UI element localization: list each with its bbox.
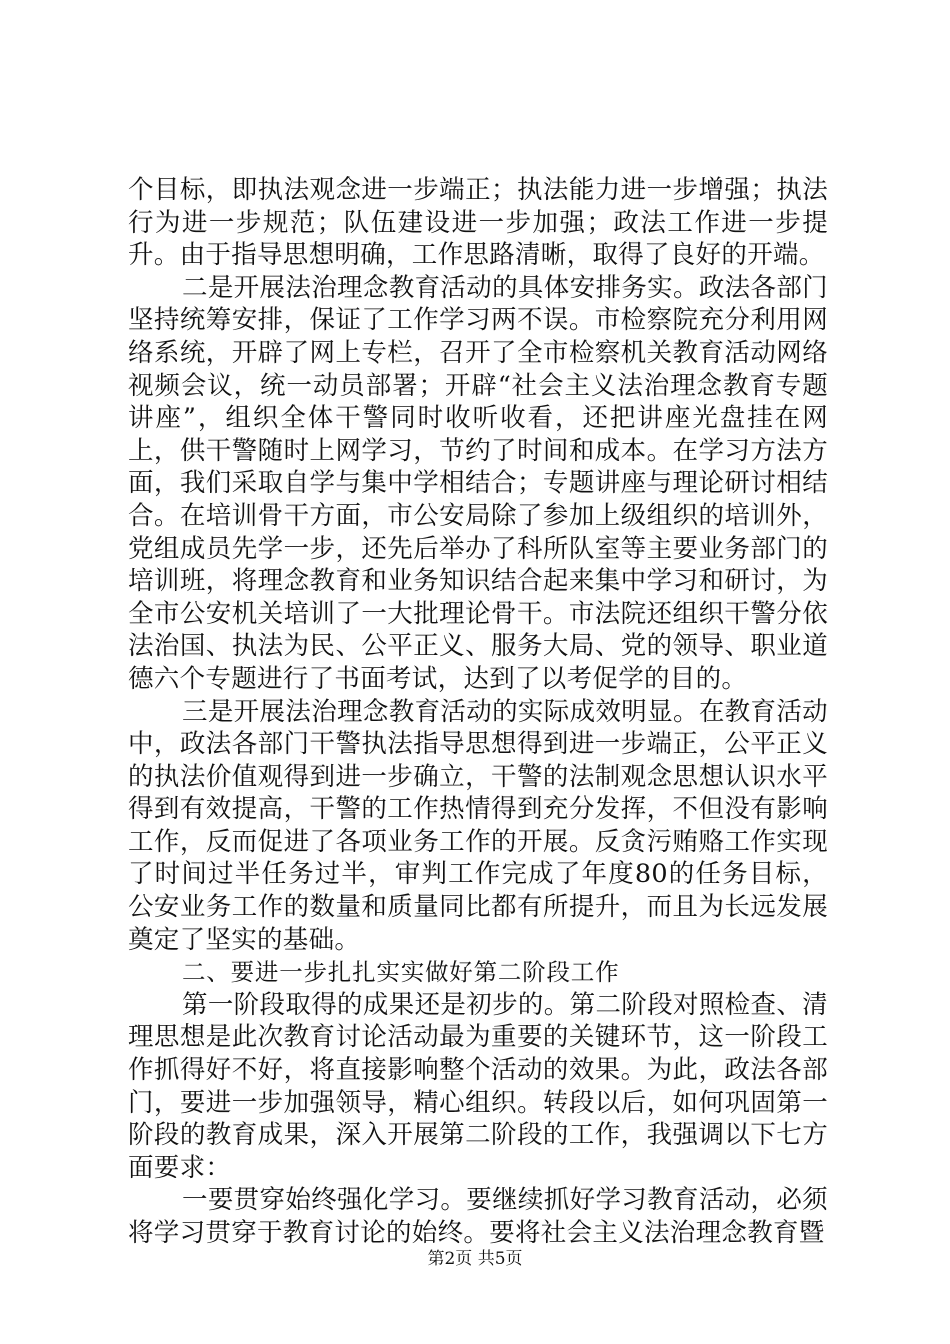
paragraph-requirement-one: 一要贯穿始终强化学习。要继续抓好学习教育活动，必须将学习贯穿于教育讨论的始终。要将社会主义法治理念教育暨 bbox=[128, 1185, 828, 1248]
paragraph-continuation: 个目标，即执法观念进一步端正；执法能力进一步增强；执法行为进一步规范；队伍建设进一步加强；政法工作进一步提升。由于指导思想明确，工作思路清晰，取得了良好的开端。 bbox=[128, 175, 828, 271]
paragraph-point-two: 二是开展法治理念教育活动的具体安排务实。政法各部门坚持统筹安排，保证了工作学习两不误。市检察院充分利用网络系统，开辟了网上专栏，召开了全市检察机关教育活动网络视频会议，统一动员部署；开辟“社会主义法治理念教育专题讲座”，组织全体干警同时收听收看，还把讲座光盘挂在网上，供干警随时上网学习，节约了时间和成本。在学习方法方面，我们采取自学与集中学相结合；专题讲座与理论研讨相结合。在培训骨干方面，市公安局除了参加上级组织的培训外，党组成员先学一步，还先后举办了科所队室等主要业务部门的培训班，将理念教育和业务知识结合起来集中学习和研讨，为全市公安机关培训了一大批理论骨干。市法院还组织干警分依法治国、执法为民、公平正义、服务大局、党的领导、职业道德六个专题进行了书面考试，达到了以考促学的目的。 bbox=[128, 272, 828, 694]
section-heading: 二、要进一步扎扎实实做好第二阶段工作 bbox=[182, 958, 620, 987]
paragraph-point-three: 三是开展法治理念教育活动的实际成效明显。在教育活动中，政法各部门干警执法指导思想得到进一步端正，公平正义的执法价值观得到进一步确立，干警的法制观念思想认识水平得到有效提高，干警的工作热情得到充分发挥，不但没有影响工作，反而促进了各项业务工作的开展。反贪污贿赂工作实现了时间过半任务过半，审判工作完成了年度80的任务目标，公安业务工作的数量和质量同比都有所提升，而且为长远发展奠定了坚实的基础。 bbox=[128, 696, 828, 955]
page-number-footer: 第2页 共5页 bbox=[427, 1249, 523, 1269]
paragraph-stage-two: 第一阶段取得的成果还是初步的。第二阶段对照检查、清理思想是此次教育讨论活动最为重要的关键环节，这一阶段工作抓得好不好，将直接影响整个活动的效果。为此，政法各部门，要进一步加强领导，精心组织。转段以后，如何巩固第一阶段的教育成果，深入开展第二阶段的工作，我强调以下七方面要求： bbox=[128, 989, 828, 1183]
document-body bbox=[128, 174, 828, 1250]
